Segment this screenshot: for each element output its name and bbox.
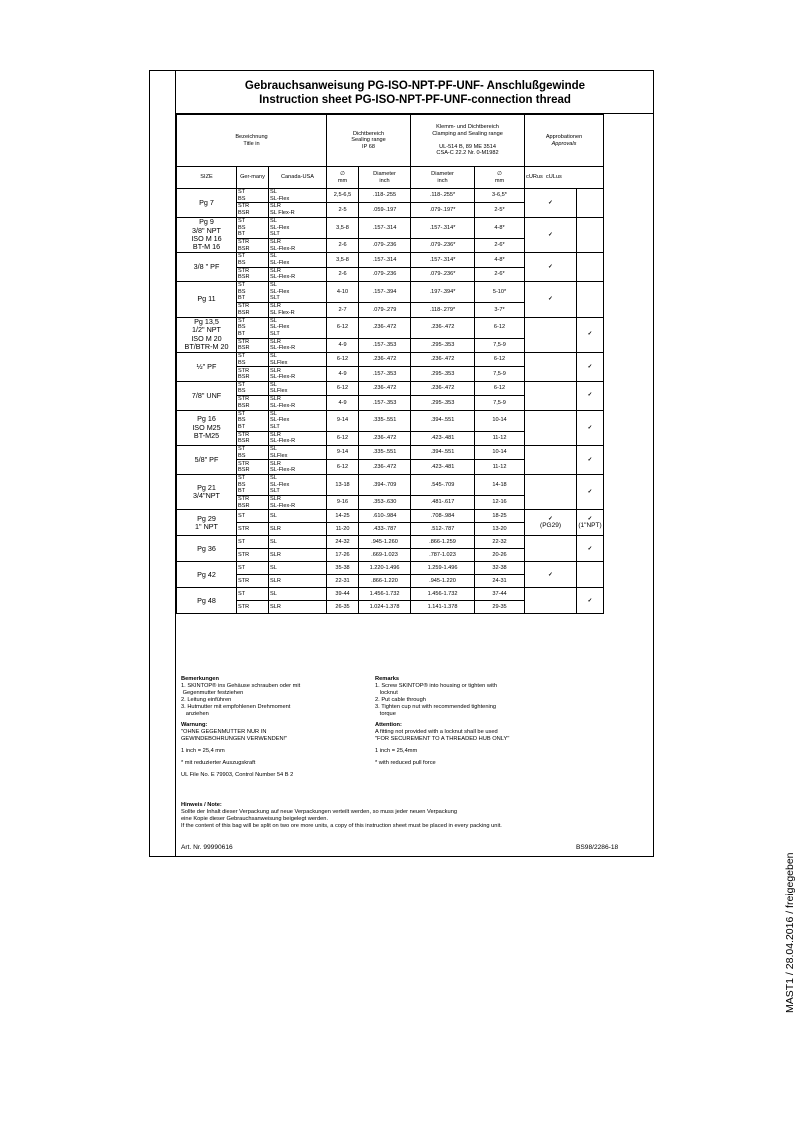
germany-cell: ST BS BT: [237, 317, 269, 338]
sealing-inch-cell: .157-.353: [359, 338, 411, 352]
ul-mm-cell: 22-32: [475, 536, 525, 549]
canada-cell: SLR SL-Flex-R: [269, 495, 327, 509]
sealing-inch-cell: .157-.314: [359, 253, 411, 267]
size-cell: Pg 21 3/4"NPT: [177, 474, 237, 509]
germany-cell: STR: [237, 549, 269, 562]
canada-cell: SLR SL-Flex-R: [269, 396, 327, 410]
curus-cell: [525, 588, 577, 614]
ul-mm-cell: 18-25: [475, 510, 525, 523]
table-row: [177, 253, 604, 267]
sealing-mm-cell: 22-31: [327, 575, 359, 588]
title-english: Instruction sheet PG-ISO-NPT-PF-UNF-connection thread: [259, 93, 571, 106]
curus-cell: [525, 317, 577, 352]
size-header: SIZE: [177, 167, 237, 189]
sealing-inch-cell: .236-.472: [359, 317, 411, 338]
ul-mm-cell: 7,5-9: [475, 396, 525, 410]
sealing-mm-cell: 6-12: [327, 353, 359, 367]
size-cell: Pg 29 1" NPT: [177, 510, 237, 536]
culus-cell: [577, 474, 604, 509]
ul-mm-cell: 2-6*: [475, 238, 525, 252]
sealing-mm-cell: 2-7: [327, 303, 359, 317]
ul-inch-cell: .295-.353: [411, 367, 475, 381]
ul-inch-cell: .157-.314*: [411, 217, 475, 238]
ul-inch-cell: .157-.314*: [411, 253, 475, 267]
germany-cell: STR: [237, 523, 269, 536]
curus-cell: [525, 536, 577, 562]
size-cell: 3/8 " PF: [177, 253, 237, 282]
germany-cell: ST BS BT: [237, 217, 269, 238]
check-icon: ✓: [587, 331, 593, 338]
sealing-mm-cell: 14-25: [327, 510, 359, 523]
germany-cell: STR BSR: [237, 267, 269, 281]
sealing-mm-cell: 24-32: [327, 536, 359, 549]
ul-inch-cell: .236-.472: [411, 317, 475, 338]
canada-cell: SLR: [269, 523, 327, 536]
ul-mm-cell: 5-10*: [475, 282, 525, 303]
culus-cell: [577, 353, 604, 382]
ul-mm-cell: 32-38: [475, 562, 525, 575]
canada-cell: SL SL-Flex: [269, 253, 327, 267]
ul-inch-cell: .423-.481: [411, 460, 475, 474]
ul-mm-cell: 10-14: [475, 410, 525, 431]
sealing-mm-cell: 4-9: [327, 338, 359, 352]
sealing-mm-cell: 6-12: [327, 460, 359, 474]
size-cell: Pg 16 ISO M25 BT-M25: [177, 410, 237, 445]
germany-cell: STR BSR: [237, 431, 269, 445]
sealing-mm-cell: 9-14: [327, 446, 359, 460]
sealing-inch-cell: .157-.353: [359, 396, 411, 410]
curus-cell: [525, 474, 577, 509]
ul-header: Klemm- und Dichtbereich Clamping and Sealing range UL-514 B, 89 ME 3514 CSA-C 22.2 Nr. 0-M1982: [411, 115, 525, 167]
sealing-inch-cell: .433-.787: [359, 523, 411, 536]
germany-cell: STR BSR: [237, 303, 269, 317]
sealing-mm-cell: 2-5: [327, 203, 359, 217]
canada-cell: SL SL-Flex SLT: [269, 317, 327, 338]
size-cell: Pg 42: [177, 562, 237, 588]
ul-mm-cell: 3-7*: [475, 303, 525, 317]
ul-inch-cell: .481-.617: [411, 495, 475, 509]
culus-cell: [577, 510, 604, 536]
germany-cell: STR: [237, 575, 269, 588]
ul-mm-cell: 6-12: [475, 353, 525, 367]
curus-cell: [525, 410, 577, 445]
sealing-inch-cell: .157-.353: [359, 367, 411, 381]
size-cell: Pg 48: [177, 588, 237, 614]
germany-cell: STR BSR: [237, 460, 269, 474]
sealing-inch-cell: .157-.394: [359, 282, 411, 303]
sealing-inch-cell: .335-.551: [359, 410, 411, 431]
ul-mm-cell: 12-16: [475, 495, 525, 509]
header-row-1: [177, 115, 604, 167]
germany-cell: STR BSR: [237, 495, 269, 509]
designation-header: Bezeichnung Title in: [177, 115, 327, 167]
sealing-mm-cell: 6-12: [327, 431, 359, 445]
curus-note: (PG29): [540, 521, 561, 529]
culus-cell: [577, 588, 604, 614]
canada-cell: SL SL-Flex SLT: [269, 217, 327, 238]
sealing-inch-cell: .079-.236: [359, 267, 411, 281]
germany-cell: ST BS BT: [237, 282, 269, 303]
sealing-inch-cell: .236-.472: [359, 381, 411, 395]
check-icon: ✓: [548, 263, 553, 270]
canada-cell: SL SL-Flex SLT: [269, 474, 327, 495]
ul-inch-cell: .512-.787: [411, 523, 475, 536]
header-row-2: [177, 167, 604, 189]
table-row: [177, 189, 604, 203]
culus-note: (1"NPT): [578, 521, 602, 529]
sealing-mm-cell: 4-9: [327, 396, 359, 410]
canada-cell: SLR SL-Flex-R: [269, 367, 327, 381]
ul-mm-cell: 3-6,5*: [475, 189, 525, 203]
size-cell: 7/8" UNF: [177, 381, 237, 410]
ul-mm-cell: 20-26: [475, 549, 525, 562]
sealing-inch-cell: .059-.197: [359, 203, 411, 217]
notes-english: Remarks 1. Screw SKINTOP® into housing or tighten with locknut 2. Put cable through 3. Tighten cup nut with recommended tightening torque Attention: A fitting not provided with a locknut shall be used "FOR SECUREMENT TO A THREADED HUB ONLY" 1 inch = 25,4mm * with reduced pull force: [375, 676, 510, 767]
canada-cell: SLR SL-Flex-R: [269, 238, 327, 252]
ul-inch-cell: .545-.709: [411, 474, 475, 495]
culus-cell: [577, 253, 604, 282]
ul-inch-cell: .079-.236*: [411, 238, 475, 252]
check-icon: ✓: [587, 597, 593, 604]
sealing-inch-cell: .866-1.220: [359, 575, 411, 588]
curus-cell: [525, 510, 577, 536]
canada-cell: SL SLFlex: [269, 446, 327, 460]
canada-cell: SL: [269, 588, 327, 601]
sealing-mm-cell: 35-38: [327, 562, 359, 575]
check-icon: ✓: [548, 295, 553, 302]
size-cell: ½" PF: [177, 353, 237, 382]
sealing-inch-cell: .394-.709: [359, 474, 411, 495]
size-cell: Pg 13,5 1/2" NPT ISO M 20 BT/BTR-M 20: [177, 317, 237, 352]
check-icon: ✓: [548, 199, 553, 206]
check-icon: ✓: [587, 545, 593, 552]
ul-inch-cell: 1.141-1.378: [411, 601, 475, 614]
sealing-inch-cell: .236-.472: [359, 353, 411, 367]
sealing-inch-cell: .118-.255: [359, 189, 411, 203]
sealing-mm-cell: 3,5-8: [327, 253, 359, 267]
germany-cell: STR BSR: [237, 367, 269, 381]
sealing-inch-cell: .610-.984: [359, 510, 411, 523]
ul-mm-cell: 7,5-9: [475, 367, 525, 381]
ul-inch-cell: .945-1.220: [411, 575, 475, 588]
size-cell: Pg 7: [177, 189, 237, 218]
ul-inch-cell: .423-.481: [411, 431, 475, 445]
sealing-mm-cell: 9-14: [327, 410, 359, 431]
cert-header: cURus cULus: [525, 167, 604, 189]
sealing-inch-cell: 1.456-1.732: [359, 588, 411, 601]
germany-cell: ST: [237, 588, 269, 601]
canada-cell: SL SLFlex: [269, 353, 327, 367]
sealing-inch-cell: .353-.630: [359, 495, 411, 509]
sealing-mm-cell: 4-9: [327, 367, 359, 381]
hinweis-block: Hinweis / Note: Sollte der Inhalt dieser Verpackung auf neue Verpackungen verteilt werden, so muss jeder neuen Verpackung eine Kopie dieser Gebrauchsanweisung beigelegt werden. If the content of this bag will be split on two ore more units, a copy of this instruction sheet must be placed in every packing unit.: [181, 802, 502, 829]
curus-cell: [525, 253, 577, 282]
table-row: [177, 588, 604, 601]
curus-cell: [525, 189, 577, 218]
germany-cell: STR BSR: [237, 396, 269, 410]
sealing-inch-cell: .236-.472: [359, 460, 411, 474]
canada-cell: SLR: [269, 549, 327, 562]
size-cell: Pg 11: [177, 282, 237, 317]
culus-cell: [577, 217, 604, 252]
ul-inch-cell: .787-1.023: [411, 549, 475, 562]
sealing-mm-cell: 9-16: [327, 495, 359, 509]
table-row: [177, 536, 604, 549]
canada-cell: SL SL-Flex SLT: [269, 410, 327, 431]
germany-cell: ST BS: [237, 381, 269, 395]
ul-mm-cell: 37-44: [475, 588, 525, 601]
germany-cell: STR BSR: [237, 338, 269, 352]
culus-cell: [577, 282, 604, 317]
germany-cell: ST: [237, 536, 269, 549]
sealing-inch-cell: .669-1.023: [359, 549, 411, 562]
check-icon: ✓: [548, 571, 553, 578]
title-german: Gebrauchsanweisung PG-ISO-NPT-PF-UNF- Anschlußgewinde: [244, 80, 586, 92]
ul-mm-header: ∅ mm: [475, 167, 525, 189]
ul-inch-cell: .118-.255*: [411, 189, 475, 203]
sealing-inch-cell: .945-1.260: [359, 536, 411, 549]
ul-mm-cell: 2-5*: [475, 203, 525, 217]
canada-cell: SLR: [269, 601, 327, 614]
sealing-mm-cell: 6-12: [327, 317, 359, 338]
table-row: [177, 282, 604, 303]
release-stamp: MAST1 / 28.04.2016 / freigegeben: [784, 852, 796, 1013]
ul-inch-cell: 1.259-1.496: [411, 562, 475, 575]
culus-cell: [577, 446, 604, 475]
ul-mm-cell: 11-12: [475, 431, 525, 445]
spec-table: [176, 114, 604, 614]
ul-inch-cell: .118-.279*: [411, 303, 475, 317]
ul-inch-cell: .394-.551: [411, 446, 475, 460]
ul-inch-header: Diameter inch: [411, 167, 475, 189]
ul-mm-cell: 29-35: [475, 601, 525, 614]
sealing-mm-cell: 26-35: [327, 601, 359, 614]
ul-inch-cell: .079-.236*: [411, 267, 475, 281]
germany-cell: ST BS BT: [237, 410, 269, 431]
canada-cell: SLR SL Flex-R: [269, 303, 327, 317]
sealing-inch-cell: 1.024-1.378: [359, 601, 411, 614]
sealing-mm-cell: 6-12: [327, 381, 359, 395]
ul-inch-cell: .236-.472: [411, 353, 475, 367]
germany-cell: STR BSR: [237, 203, 269, 217]
ul-inch-cell: .236-.472: [411, 381, 475, 395]
canada-cell: SLR SL-Flex-R: [269, 460, 327, 474]
canada-header: Canada-USA: [269, 167, 327, 189]
sealing-mm-cell: 2-6: [327, 238, 359, 252]
check-icon: ✓: [587, 488, 593, 495]
sealing-inch-cell: .079-.236: [359, 238, 411, 252]
germany-cell: ST BS: [237, 353, 269, 367]
sealing-mm-cell: 17-26: [327, 549, 359, 562]
germany-cell: ST: [237, 562, 269, 575]
canada-cell: SL SLFlex: [269, 381, 327, 395]
ul-mm-cell: 4-8*: [475, 217, 525, 238]
mm-header: ∅ mm: [327, 167, 359, 189]
ul-mm-cell: 11-12: [475, 460, 525, 474]
approvals-header: Approbationen Approvals: [525, 115, 604, 167]
germany-cell: ST BS: [237, 253, 269, 267]
curus-cell: [525, 562, 577, 588]
culus-cell: [577, 536, 604, 562]
table-row: [177, 381, 604, 395]
sealing-inch-cell: 1.220-1.496: [359, 562, 411, 575]
culus-cell: [577, 410, 604, 445]
ul-mm-cell: 10-14: [475, 446, 525, 460]
table-row: [177, 317, 604, 338]
canada-cell: SL: [269, 562, 327, 575]
germany-cell: STR BSR: [237, 238, 269, 252]
ul-inch-cell: .295-.353: [411, 338, 475, 352]
ul-inch-cell: .866-1.259: [411, 536, 475, 549]
sealing-mm-cell: 39-44: [327, 588, 359, 601]
curus-cell: [525, 381, 577, 410]
check-icon: ✓: [548, 516, 553, 523]
ul-mm-cell: 13-20: [475, 523, 525, 536]
check-icon: ✓: [587, 516, 593, 523]
size-cell: Pg 36: [177, 536, 237, 562]
ul-inch-cell: .394-.551: [411, 410, 475, 431]
sealing-mm-cell: 3,5-8: [327, 217, 359, 238]
culus-cell: [577, 317, 604, 352]
sealing-inch-cell: .079-.279: [359, 303, 411, 317]
canada-cell: SLR SL-Flex-R: [269, 267, 327, 281]
check-icon: ✓: [587, 456, 593, 463]
canada-cell: SLR: [269, 575, 327, 588]
canada-cell: SL: [269, 536, 327, 549]
table-row: [177, 217, 604, 238]
document-frame: [149, 70, 654, 857]
table-row: [177, 474, 604, 495]
ul-mm-cell: 6-12: [475, 317, 525, 338]
sealing-header: Dichtbereich Sealing range IP 68: [327, 115, 411, 167]
table-row: [177, 353, 604, 367]
germany-cell: ST BS: [237, 189, 269, 203]
table-row: [177, 562, 604, 575]
notes-german: Bemerkungen 1. SKINTOP® ins Gehäuse schrauben oder mit Gegenmutter festziehen 2. Leitung einführen 3. Hutmutter mit empfohlenen Drehmoment anziehen Warnung: "OHNE GEGENMUTTER NUR IN GEWINDEBOHRUNGEN VERWENDEN!" 1 inch = 25,4 mm * mit reduzierter Auszugskraft UL File No. E 79903, Control Number 54 B 2: [181, 676, 301, 778]
canada-cell: SLR SL-Flex-R: [269, 431, 327, 445]
culus-cell: [577, 562, 604, 588]
ul-inch-cell: 1.456-1.732: [411, 588, 475, 601]
doc-code: BS98/2286-18: [576, 844, 619, 851]
document-inner: [175, 71, 654, 856]
size-cell: 5/8" PF: [177, 446, 237, 475]
germany-cell: STR: [237, 601, 269, 614]
ul-mm-cell: 24-31: [475, 575, 525, 588]
table-row: [177, 446, 604, 460]
size-cell: Pg 9 3/8" NPT ISO M 16 BT-M 16: [177, 217, 237, 252]
check-icon: ✓: [587, 363, 593, 370]
germany-cell: ST BS: [237, 446, 269, 460]
curus-cell: [525, 446, 577, 475]
sealing-mm-cell: 4-10: [327, 282, 359, 303]
germany-cell: ST BS BT: [237, 474, 269, 495]
inch-header: Diameter inch: [359, 167, 411, 189]
ul-inch-cell: .197-.394*: [411, 282, 475, 303]
ul-inch-cell: .708-.984: [411, 510, 475, 523]
canada-cell: SL SL-Flex: [269, 189, 327, 203]
sealing-mm-cell: 2-6: [327, 267, 359, 281]
sealing-inch-cell: .335-.551: [359, 446, 411, 460]
culus-cell: [577, 381, 604, 410]
table-row: [177, 410, 604, 431]
ul-mm-cell: 4-8*: [475, 253, 525, 267]
canada-cell: SL SL-Flex SLT: [269, 282, 327, 303]
sealing-mm-cell: 11-20: [327, 523, 359, 536]
check-icon: ✓: [587, 392, 593, 399]
ul-mm-cell: 7,5-9: [475, 338, 525, 352]
curus-cell: [525, 282, 577, 317]
sealing-mm-cell: 2,5-6,5: [327, 189, 359, 203]
check-icon: ✓: [548, 231, 553, 238]
curus-cell: [525, 217, 577, 252]
sealing-mm-cell: 13-18: [327, 474, 359, 495]
ul-inch-cell: .295-.353: [411, 396, 475, 410]
culus-cell: [577, 189, 604, 218]
canada-cell: SLR SL-Flex-R: [269, 338, 327, 352]
canada-cell: SL: [269, 510, 327, 523]
canada-cell: SLR SL Flex-R: [269, 203, 327, 217]
curus-cell: [525, 353, 577, 382]
ul-mm-cell: 14-18: [475, 474, 525, 495]
article-number: Art. Nr. 99990616: [181, 844, 233, 851]
table-row: [177, 510, 604, 523]
ul-mm-cell: 2-6*: [475, 267, 525, 281]
sealing-inch-cell: .157-.314: [359, 217, 411, 238]
page-title: [176, 71, 654, 114]
ul-mm-cell: 6-12: [475, 381, 525, 395]
sealing-inch-cell: .236-.472: [359, 431, 411, 445]
check-icon: ✓: [587, 424, 593, 431]
germany-header: Ger-many: [237, 167, 269, 189]
germany-cell: ST: [237, 510, 269, 523]
ul-inch-cell: .079-.197*: [411, 203, 475, 217]
